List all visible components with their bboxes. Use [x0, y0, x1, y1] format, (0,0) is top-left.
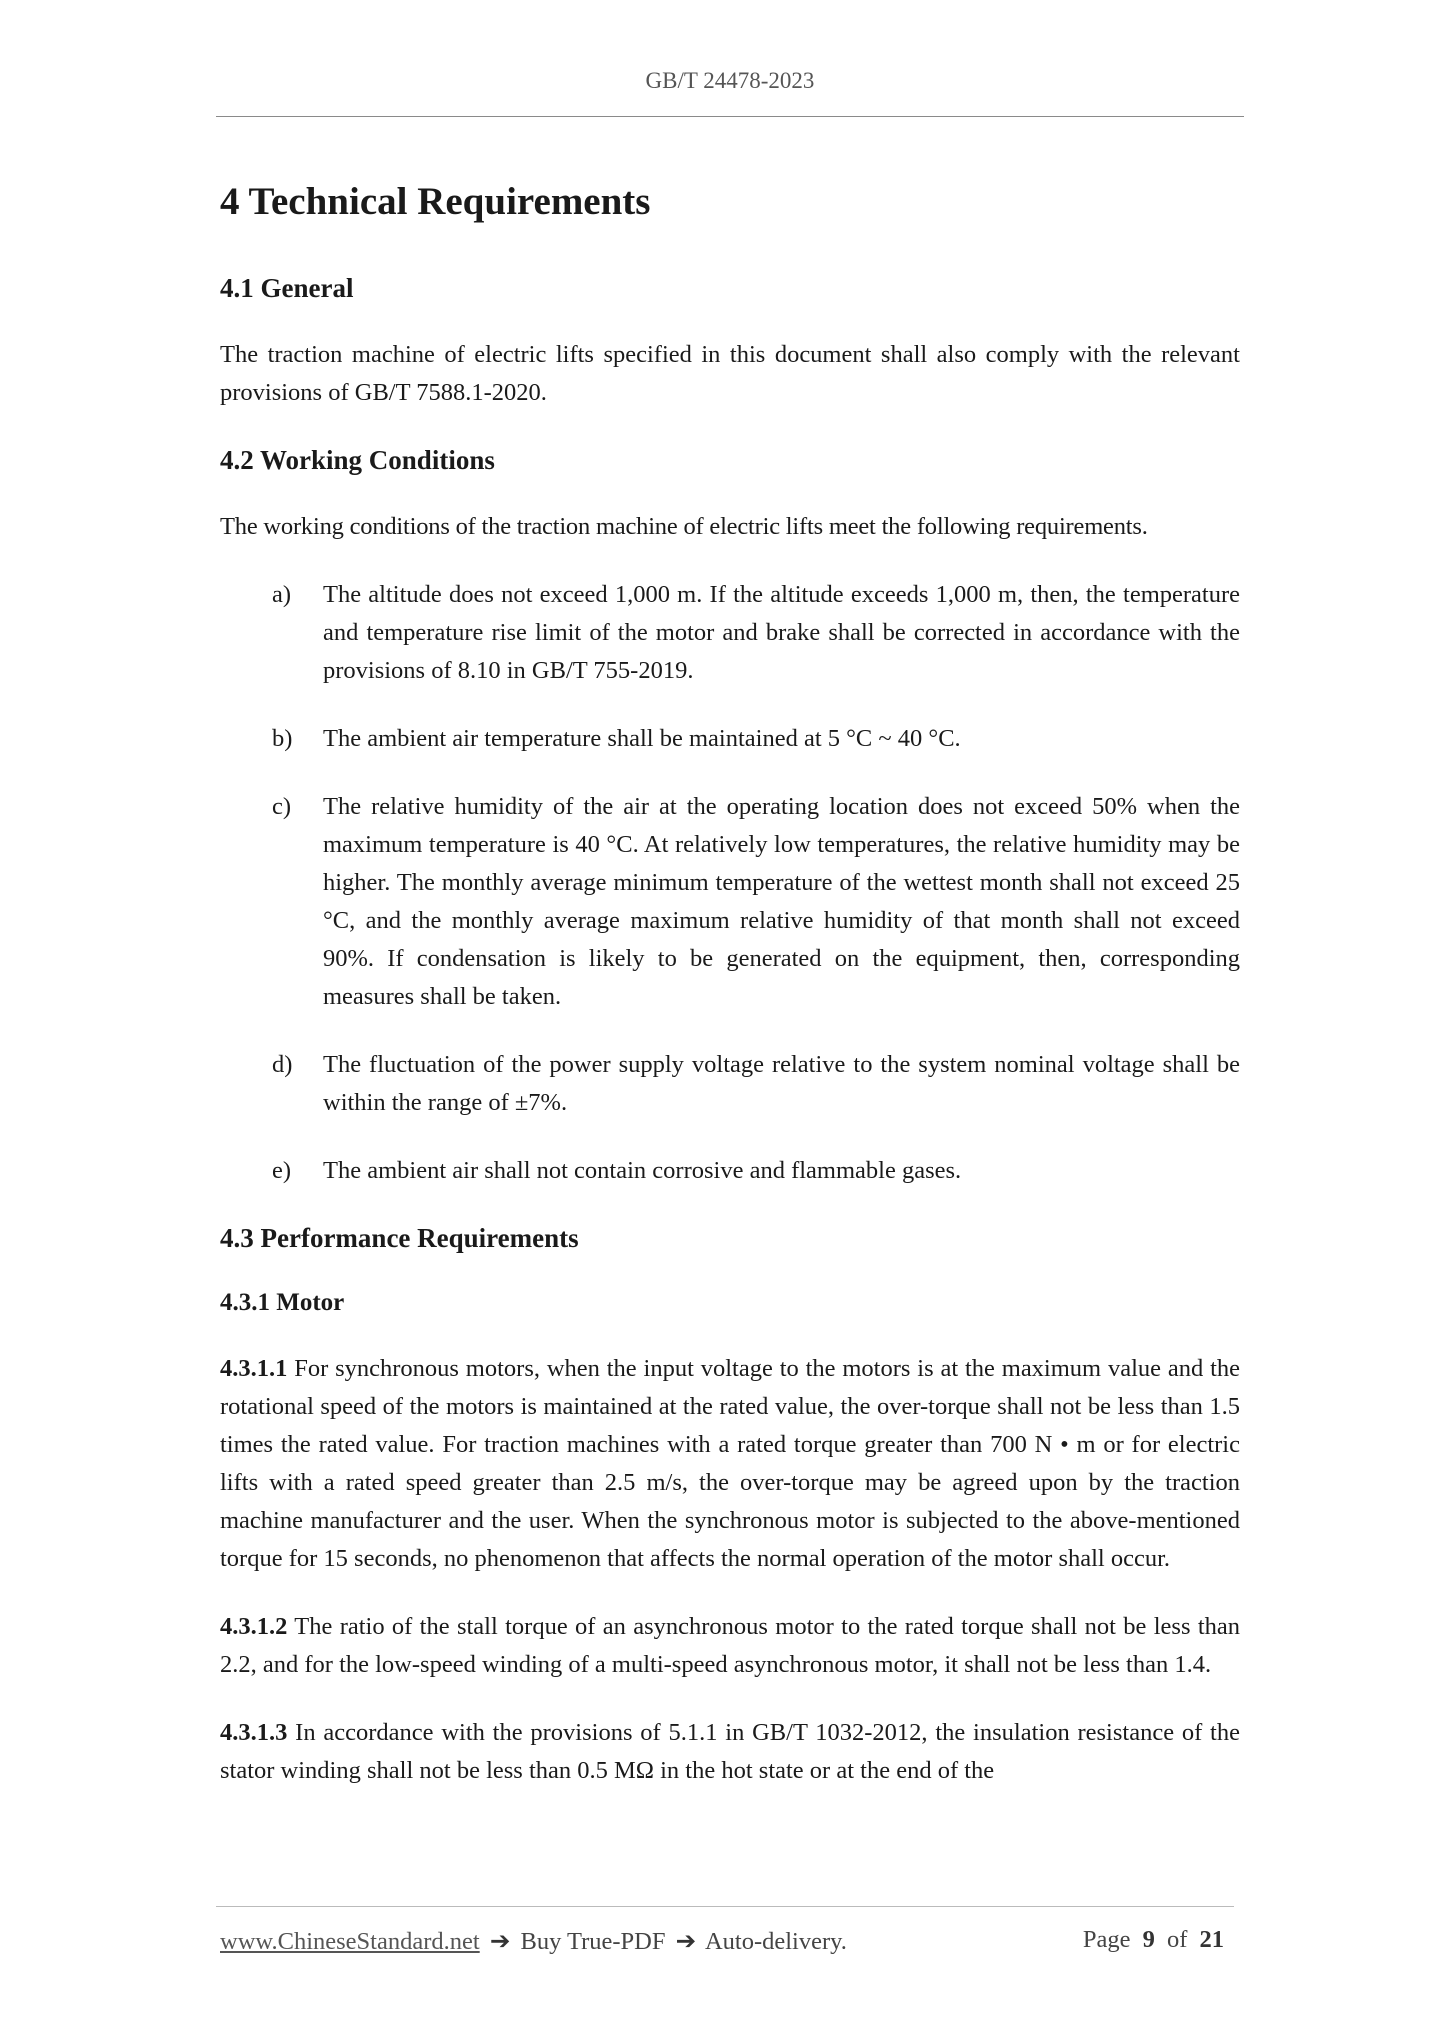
- list-item: [220, 1046, 1240, 1122]
- list-marker: b): [272, 725, 293, 752]
- page-footer: [220, 1926, 1230, 1956]
- list-item-text: The ambient air shall not contain corrosive and flammable gases.: [323, 1157, 962, 1184]
- page-indicator: [1083, 1926, 1230, 1954]
- auto-delivery-text: Auto-delivery.: [704, 1928, 847, 1955]
- arrow-right-icon: ➔: [489, 1928, 511, 1955]
- subsection-4-1-text: The traction machine of electric lifts specified in this document shall also comply with the relevant provisions of GB/T 7588.1-2020.: [220, 341, 1240, 406]
- subsection-4-1-title: 4.1 General: [220, 273, 354, 303]
- clause-number: 4.3.1.1: [220, 1355, 288, 1382]
- clause-text: For synchronous motors, when the input voltage to the motors is at the maximum value and the rotational speed of the motors is maintained at the rated value, the over-torque shall not be less than 1.5 times the rated value. For traction machines with a rated torque greater than 700 N • m or for electric lifts with a rated speed greater than 2.5 m/s, the over-torque may be agreed upon by the traction machine manufacturer and the user. When the synchronous motor is subjected to the above-mentioned torque for 15 seconds, no phenomenon that affects the normal operation of the motor shall occur.: [220, 1355, 1241, 1572]
- clause-4-3-1-1: [220, 1350, 1240, 1578]
- page-content: [220, 176, 1240, 1820]
- page-total: 21: [1199, 1926, 1224, 1953]
- clause-4-3-1-3: [220, 1714, 1240, 1790]
- page-label: Page: [1082, 1926, 1131, 1953]
- clause-number: 4.3.1.2: [220, 1613, 288, 1640]
- clause-number: 4.3.1.3: [220, 1719, 288, 1746]
- list-item: [220, 1152, 1240, 1190]
- subsection-4-3-1-title: 4.3.1 Motor: [220, 1289, 345, 1316]
- list-item-text: The ambient air temperature shall be maintained at 5 °C ~ 40 °C.: [323, 725, 961, 752]
- list-item: [220, 720, 1240, 758]
- working-conditions-list: [220, 576, 1240, 1190]
- footer-divider: [216, 1906, 1234, 1907]
- standard-id: GB/T 24478-2023: [645, 68, 815, 93]
- document-header: [216, 68, 1244, 94]
- arrow-right-icon: ➔: [675, 1928, 697, 1955]
- clause-text: In accordance with the provisions of 5.1.1 in GB/T 1032-2012, the insulation resistance of the stator winding shall not be less than 0.5 MΩ in the hot state or at the end of the: [220, 1719, 1240, 1784]
- list-marker: d): [272, 1051, 293, 1078]
- list-item: [220, 788, 1240, 1016]
- clause-text: The ratio of the stall torque of an asynchronous motor to the rated torque shall not be less than 2.2, and for the low-speed winding of a multi-speed asynchronous motor, it shall not be less than 1.4.: [220, 1613, 1240, 1678]
- section-title: 4 Technical Requirements: [220, 180, 651, 223]
- list-marker: e): [272, 1157, 292, 1184]
- website-link[interactable]: www.ChineseStandard.net: [220, 1928, 480, 1955]
- header-divider: [216, 116, 1244, 117]
- of-label: of: [1166, 1926, 1188, 1953]
- clause-4-3-1-2: [220, 1608, 1240, 1684]
- list-marker: a): [272, 581, 292, 608]
- list-marker: c): [272, 793, 292, 820]
- list-item-text: The altitude does not exceed 1,000 m. If the altitude exceeds 1,000 m, then, the temperature and temperature rise limit of the motor and brake shall be corrected in accordance with the provisions of 8.10 in GB/T 755-2019.: [323, 581, 1240, 684]
- subsection-4-3-title: 4.3 Performance Requirements: [220, 1223, 579, 1253]
- subsection-4-2-intro: The working conditions of the traction machine of electric lifts meet the following requirements.: [220, 513, 1148, 540]
- list-item: [220, 576, 1240, 690]
- page-number: 9: [1142, 1926, 1155, 1953]
- buy-pdf-text: Buy True-PDF: [520, 1928, 666, 1955]
- list-item-text: The fluctuation of the power supply voltage relative to the system nominal voltage shall be within the range of ±7%.: [323, 1051, 1240, 1116]
- subsection-4-2-title: 4.2 Working Conditions: [220, 445, 495, 475]
- list-item-text: The relative humidity of the air at the operating location does not exceed 50% when the maximum temperature is 40 °C. At relatively low temperatures, the relative humidity may be higher. The monthly average minimum temperature of the wettest month shall not exceed 25 °C, and the monthly average maximum relative humidity of that month shall not exceed 90%. If condensation is likely to be generated on the equipment, then, corresponding measures shall be taken.: [323, 793, 1240, 1010]
